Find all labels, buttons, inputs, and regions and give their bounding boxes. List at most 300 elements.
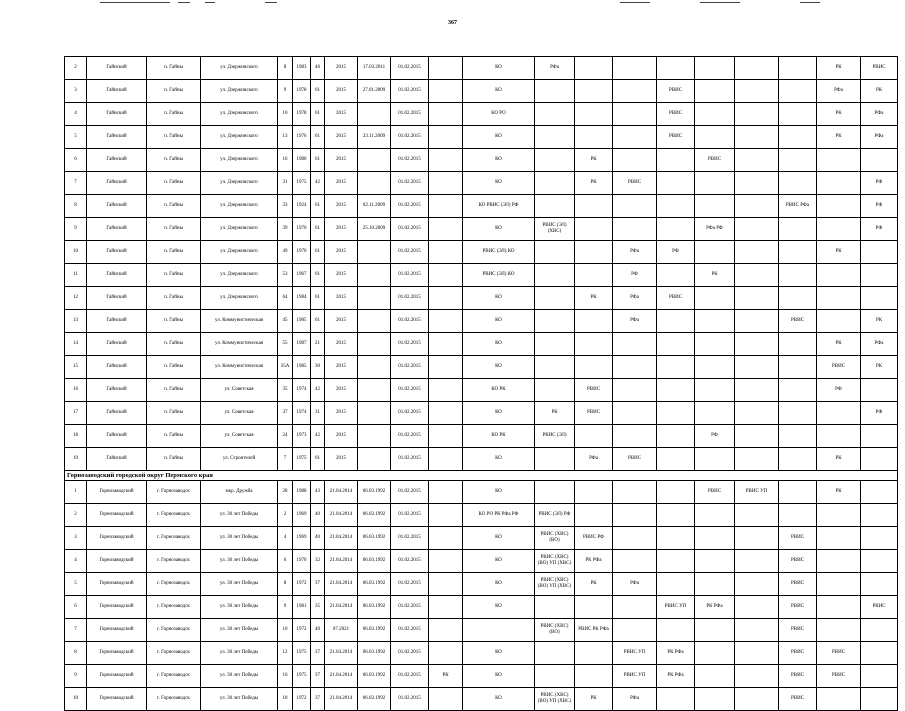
- work-type-cell-c1: [429, 425, 463, 448]
- table-row: [65, 688, 898, 711]
- work-type-cell-c7: [695, 379, 735, 402]
- work-type-cell-c9: [779, 172, 817, 195]
- inclusion-date-cell: 01.02.2015: [391, 642, 429, 665]
- work-type-cell-c10: [817, 402, 861, 425]
- work-type-cell-c8: [735, 688, 779, 711]
- district-cell: Горнозаводский: [87, 688, 147, 711]
- work-type-cell-c2: КО: [463, 333, 535, 356]
- house-number-cell: 28: [278, 481, 293, 504]
- street-cell: ул. 30 лет Победы: [201, 550, 278, 573]
- work-type-cell-c4: РК: [575, 149, 613, 172]
- work-type-cell-c7: [695, 241, 735, 264]
- settlement-cell: г. Горнозаводск: [147, 527, 201, 550]
- plan-date-cell: 2015: [325, 264, 358, 287]
- service-life-cell: 61: [311, 126, 325, 149]
- district-cell: Горнозаводский: [87, 550, 147, 573]
- work-type-cell-c5: РФа: [613, 241, 657, 264]
- inclusion-date-cell: 01.02.2015: [391, 448, 429, 471]
- work-type-cell-c7: [695, 356, 735, 379]
- year-built-cell: 1972: [293, 619, 311, 642]
- work-type-cell-c11: [861, 688, 898, 711]
- work-type-cell-c7: РФ: [695, 425, 735, 448]
- work-type-cell-c4: РВИС РК РФа: [575, 619, 613, 642]
- house-number-cell: 10: [278, 619, 293, 642]
- work-type-cell-c2: РВИС (ЭЛ) КО: [463, 264, 535, 287]
- work-type-cell-c1: [429, 149, 463, 172]
- year-built-cell: 1974: [293, 402, 311, 425]
- privatization-date-cell: [358, 333, 391, 356]
- house-number-cell: 35А: [278, 356, 293, 379]
- district-cell: Горнозаводский: [87, 642, 147, 665]
- work-type-cell-c7: [695, 527, 735, 550]
- work-type-cell-c1: [429, 356, 463, 379]
- house-number-cell: 37: [278, 402, 293, 425]
- work-type-cell-c3: [535, 665, 575, 688]
- work-type-cell-c7: [695, 665, 735, 688]
- work-type-cell-c3: [535, 596, 575, 619]
- work-type-cell-c7: РК РФа: [695, 596, 735, 619]
- work-type-cell-c4: [575, 80, 613, 103]
- work-type-cell-c2: КО: [463, 665, 535, 688]
- house-number-cell: 16: [278, 149, 293, 172]
- work-type-cell-c1: [429, 504, 463, 527]
- service-life-cell: 40: [311, 527, 325, 550]
- settlement-cell: п. Гайны: [147, 126, 201, 149]
- row-number-cell: 14: [65, 333, 87, 356]
- house-number-cell: 18: [278, 688, 293, 711]
- settlement-cell: п. Гайны: [147, 379, 201, 402]
- district-cell: Горнозаводский: [87, 481, 147, 504]
- street-cell: ул. 30 лет Победы: [201, 642, 278, 665]
- work-type-cell-c7: [695, 172, 735, 195]
- plan-date-cell: 21.04.2014: [325, 665, 358, 688]
- settlement-cell: п. Гайны: [147, 172, 201, 195]
- work-type-cell-c8: [735, 665, 779, 688]
- privatization-date-cell: [358, 356, 391, 379]
- district-cell: Гайнский: [87, 172, 147, 195]
- privatization-date-cell: 06.03.1992: [358, 642, 391, 665]
- work-type-cell-c5: РВИС УП: [613, 642, 657, 665]
- plan-date-cell: 2015: [325, 103, 358, 126]
- work-type-cell-c1: [429, 57, 463, 80]
- street-cell: ул. Дзержинского: [201, 149, 278, 172]
- table-row: [65, 402, 898, 425]
- privatization-date-cell: 27.01.2009: [358, 80, 391, 103]
- work-type-cell-c4: РВИС: [575, 402, 613, 425]
- work-type-cell-c8: [735, 310, 779, 333]
- work-type-cell-c8: [735, 573, 779, 596]
- work-type-cell-c10: [817, 550, 861, 573]
- work-type-cell-c4: [575, 310, 613, 333]
- privatization-date-cell: 06.03.1992: [358, 504, 391, 527]
- work-type-cell-c3: [535, 448, 575, 471]
- district-cell: Гайнский: [87, 195, 147, 218]
- district-cell: Гайнский: [87, 241, 147, 264]
- plan-date-cell: 2015: [325, 218, 358, 241]
- work-type-cell-c5: [613, 619, 657, 642]
- year-built-cell: 1988: [293, 481, 311, 504]
- street-cell: ул. Дзержинского: [201, 126, 278, 149]
- settlement-cell: п. Гайны: [147, 195, 201, 218]
- inclusion-date-cell: 01.02.2015: [391, 573, 429, 596]
- privatization-date-cell: 02.11.2009: [358, 195, 391, 218]
- work-type-cell-c3: РВИС (ХВС) (ВО): [535, 527, 575, 550]
- work-type-cell-c1: [429, 103, 463, 126]
- work-type-cell-c8: [735, 172, 779, 195]
- row-number-cell: 9: [65, 218, 87, 241]
- work-type-cell-c6: РК РФа: [657, 665, 695, 688]
- work-type-cell-c2: КО: [463, 172, 535, 195]
- work-type-cell-c8: [735, 241, 779, 264]
- privatization-date-cell: [358, 241, 391, 264]
- work-type-cell-c3: [535, 172, 575, 195]
- house-number-cell: 39: [278, 218, 293, 241]
- plan-date-cell: 07.2021: [325, 619, 358, 642]
- district-cell: Гайнский: [87, 379, 147, 402]
- house-number-cell: 33: [278, 195, 293, 218]
- work-type-cell-c8: [735, 402, 779, 425]
- work-type-cell-c4: [575, 333, 613, 356]
- street-cell: ул. 30 лет Победы: [201, 596, 278, 619]
- year-built-cell: 1975: [293, 172, 311, 195]
- work-type-cell-c2: КО: [463, 448, 535, 471]
- work-type-cell-c10: РФ: [817, 379, 861, 402]
- plan-date-cell: 21.04.2014: [325, 688, 358, 711]
- settlement-cell: г. Горнозаводск: [147, 688, 201, 711]
- row-number-cell: 9: [65, 665, 87, 688]
- district-cell: Гайнский: [87, 80, 147, 103]
- street-cell: ул. Коммунистическая: [201, 310, 278, 333]
- inclusion-date-cell: 01.02.2015: [391, 103, 429, 126]
- inclusion-date-cell: 01.02.2015: [391, 241, 429, 264]
- work-type-cell-c10: РК: [817, 481, 861, 504]
- service-life-cell: 61: [311, 310, 325, 333]
- table-row: [65, 218, 898, 241]
- service-life-cell: 61: [311, 80, 325, 103]
- work-type-cell-c6: РВИС: [657, 103, 695, 126]
- work-type-cell-c8: [735, 264, 779, 287]
- service-life-cell: 37: [311, 688, 325, 711]
- work-type-cell-c10: [817, 149, 861, 172]
- work-type-cell-c5: [613, 550, 657, 573]
- work-type-cell-c10: [817, 688, 861, 711]
- work-type-cell-c9: [779, 333, 817, 356]
- work-type-cell-c5: [613, 149, 657, 172]
- work-type-cell-c1: [429, 481, 463, 504]
- settlement-cell: г. Горнозаводск: [147, 573, 201, 596]
- work-type-cell-c10: [817, 287, 861, 310]
- work-type-cell-c11: [861, 550, 898, 573]
- year-built-cell: 1975: [293, 665, 311, 688]
- work-type-cell-c10: РВИС: [817, 642, 861, 665]
- street-cell: ул. 30 лет Победы: [201, 665, 278, 688]
- settlement-cell: п. Гайны: [147, 287, 201, 310]
- work-type-cell-c6: РВИС УП: [657, 596, 695, 619]
- service-life-cell: 61: [311, 448, 325, 471]
- work-type-cell-c9: [779, 241, 817, 264]
- house-number-cell: 9: [278, 596, 293, 619]
- work-type-cell-c8: [735, 356, 779, 379]
- work-type-cell-c6: [657, 619, 695, 642]
- work-type-cell-c5: [613, 218, 657, 241]
- work-type-cell-c4: РФа: [575, 448, 613, 471]
- work-type-cell-c8: [735, 80, 779, 103]
- work-type-cell-c3: [535, 310, 575, 333]
- row-number-cell: 15: [65, 356, 87, 379]
- work-type-cell-c7: [695, 103, 735, 126]
- plan-date-cell: 2015: [325, 195, 358, 218]
- privatization-date-cell: 06.03.1992: [358, 527, 391, 550]
- work-type-cell-c9: [779, 356, 817, 379]
- work-type-cell-c6: [657, 333, 695, 356]
- work-type-cell-c3: РВИС (ХВС) (ВО) УП (ХВС): [535, 550, 575, 573]
- year-built-cell: 1976: [293, 126, 311, 149]
- work-type-cell-c3: [535, 264, 575, 287]
- year-built-cell: 1924: [293, 195, 311, 218]
- service-life-cell: 61: [311, 103, 325, 126]
- street-cell: ул. Советская: [201, 402, 278, 425]
- work-type-cell-c7: [695, 619, 735, 642]
- street-cell: ул. 30 лет Победы: [201, 504, 278, 527]
- row-number-cell: 2: [65, 57, 87, 80]
- table-row: [65, 333, 898, 356]
- work-type-cell-c9: [779, 379, 817, 402]
- work-type-cell-c6: [657, 448, 695, 471]
- inclusion-date-cell: 01.02.2015: [391, 504, 429, 527]
- work-type-cell-c8: [735, 103, 779, 126]
- street-cell: ул. 30 лет Победы: [201, 527, 278, 550]
- service-life-cell: 42: [311, 172, 325, 195]
- work-type-cell-c2: КО РО РК РФа РФ: [463, 504, 535, 527]
- work-type-cell-c11: РК: [861, 80, 898, 103]
- work-type-cell-c11: [861, 287, 898, 310]
- plan-date-cell: 21.04.2014: [325, 596, 358, 619]
- settlement-cell: п. Гайны: [147, 80, 201, 103]
- street-cell: ул. Дзержинского: [201, 264, 278, 287]
- work-type-cell-c11: [861, 264, 898, 287]
- table-row: [65, 103, 898, 126]
- row-number-cell: 16: [65, 379, 87, 402]
- inclusion-date-cell: 01.02.2015: [391, 619, 429, 642]
- work-type-cell-c7: [695, 126, 735, 149]
- work-type-cell-c5: [613, 425, 657, 448]
- row-number-cell: 11: [65, 264, 87, 287]
- work-type-cell-c7: [695, 550, 735, 573]
- work-type-cell-c6: [657, 149, 695, 172]
- street-cell: ул. Дзержинского: [201, 218, 278, 241]
- work-type-cell-c10: [817, 619, 861, 642]
- inclusion-date-cell: 01.02.2015: [391, 688, 429, 711]
- district-cell: Гайнский: [87, 333, 147, 356]
- work-type-cell-c5: [613, 57, 657, 80]
- work-type-cell-c6: [657, 527, 695, 550]
- work-type-cell-c4: [575, 57, 613, 80]
- work-type-cell-c5: РФа: [613, 688, 657, 711]
- work-type-cell-c11: РВИС: [861, 57, 898, 80]
- work-type-cell-c3: РВИС (ЭЛ): [535, 425, 575, 448]
- row-number-cell: 7: [65, 619, 87, 642]
- house-number-cell: 8: [278, 57, 293, 80]
- work-type-cell-c6: [657, 504, 695, 527]
- work-type-cell-c5: РВИС УП: [613, 665, 657, 688]
- work-type-cell-c6: РВИС: [657, 287, 695, 310]
- house-number-cell: 55: [278, 333, 293, 356]
- work-type-cell-c7: РВИС: [695, 149, 735, 172]
- row-number-cell: 4: [65, 550, 87, 573]
- work-type-cell-c10: [817, 195, 861, 218]
- plan-date-cell: 21.04.2014: [325, 642, 358, 665]
- work-type-cell-c8: [735, 642, 779, 665]
- inclusion-date-cell: 01.02.2015: [391, 481, 429, 504]
- work-type-cell-c1: [429, 402, 463, 425]
- district-cell: Горнозаводский: [87, 527, 147, 550]
- settlement-cell: г. Горнозаводск: [147, 481, 201, 504]
- year-built-cell: 1972: [293, 688, 311, 711]
- work-type-cell-c2: КО РК: [463, 379, 535, 402]
- work-type-cell-c4: РК: [575, 688, 613, 711]
- work-type-cell-c1: [429, 287, 463, 310]
- table-row: [65, 527, 898, 550]
- service-life-cell: 21: [311, 333, 325, 356]
- work-type-cell-c5: [613, 333, 657, 356]
- house-number-cell: 9: [278, 80, 293, 103]
- work-type-cell-c4: [575, 103, 613, 126]
- work-type-cell-c1: [429, 310, 463, 333]
- work-type-cell-c10: РК: [817, 448, 861, 471]
- work-type-cell-c5: [613, 356, 657, 379]
- work-type-cell-c2: КО: [463, 149, 535, 172]
- house-number-cell: 10: [278, 103, 293, 126]
- year-built-cell: 1981: [293, 596, 311, 619]
- year-built-cell: 1970: [293, 550, 311, 573]
- service-life-cell: 35: [311, 596, 325, 619]
- house-number-cell: 4: [278, 527, 293, 550]
- settlement-cell: п. Гайны: [147, 149, 201, 172]
- work-type-cell-c3: [535, 195, 575, 218]
- row-number-cell: 19: [65, 448, 87, 471]
- work-type-cell-c5: [613, 379, 657, 402]
- work-type-cell-c4: [575, 425, 613, 448]
- work-type-cell-c3: [535, 379, 575, 402]
- district-cell: Гайнский: [87, 149, 147, 172]
- street-cell: ул. Дзержинского: [201, 57, 278, 80]
- work-type-cell-c9: [779, 402, 817, 425]
- work-type-cell-c5: РВИС: [613, 172, 657, 195]
- row-number-cell: 3: [65, 527, 87, 550]
- work-type-cell-c4: [575, 356, 613, 379]
- work-type-cell-c11: РК: [861, 310, 898, 333]
- work-type-cell-c2: КО: [463, 356, 535, 379]
- work-type-cell-c11: [861, 504, 898, 527]
- work-type-cell-c9: РВИС: [779, 596, 817, 619]
- work-type-cell-c9: [779, 448, 817, 471]
- plan-date-cell: 21.04.2014: [325, 527, 358, 550]
- work-type-cell-c4: [575, 218, 613, 241]
- work-type-cell-c10: РВИС: [817, 665, 861, 688]
- work-type-cell-c4: [575, 241, 613, 264]
- district-cell: Гайнский: [87, 356, 147, 379]
- work-type-cell-c5: [613, 126, 657, 149]
- work-type-cell-c9: РВИС: [779, 688, 817, 711]
- plan-date-cell: 2015: [325, 241, 358, 264]
- plan-date-cell: 2015: [325, 149, 358, 172]
- work-type-cell-c4: РВИС РФ: [575, 527, 613, 550]
- plan-date-cell: 2015: [325, 287, 358, 310]
- service-life-cell: 42: [311, 379, 325, 402]
- settlement-cell: п. Гайны: [147, 57, 201, 80]
- work-type-cell-c1: [429, 80, 463, 103]
- street-cell: ул. Дзержинского: [201, 172, 278, 195]
- work-type-cell-c6: [657, 264, 695, 287]
- work-type-cell-c9: РВИС: [779, 665, 817, 688]
- inclusion-date-cell: 01.02.2015: [391, 264, 429, 287]
- house-number-cell: 6: [278, 550, 293, 573]
- work-type-cell-c10: РК: [817, 333, 861, 356]
- work-type-cell-c6: [657, 356, 695, 379]
- work-type-cell-c3: РК: [535, 402, 575, 425]
- work-type-cell-c1: [429, 333, 463, 356]
- work-type-cell-c6: [657, 573, 695, 596]
- work-type-cell-c10: РК: [817, 241, 861, 264]
- work-type-cell-c8: [735, 619, 779, 642]
- work-type-cell-c8: [735, 550, 779, 573]
- work-type-cell-c6: [657, 195, 695, 218]
- work-type-cell-c9: [779, 481, 817, 504]
- year-built-cell: 1983: [293, 57, 311, 80]
- table-row: [65, 241, 898, 264]
- work-type-cell-c5: [613, 402, 657, 425]
- work-type-cell-c9: [779, 57, 817, 80]
- work-type-cell-c8: [735, 126, 779, 149]
- service-life-cell: 31: [311, 402, 325, 425]
- work-type-cell-c11: РВИС: [861, 596, 898, 619]
- row-number-cell: 5: [65, 573, 87, 596]
- table-row: [65, 195, 898, 218]
- settlement-cell: п. Гайны: [147, 402, 201, 425]
- settlement-cell: г. Горнозаводск: [147, 504, 201, 527]
- plan-date-cell: 21.04.2014: [325, 550, 358, 573]
- work-type-cell-c9: [779, 287, 817, 310]
- work-type-cell-c10: РВИС: [817, 356, 861, 379]
- inclusion-date-cell: 01.02.2015: [391, 218, 429, 241]
- table-row: [65, 172, 898, 195]
- privatization-date-cell: 06.03.1992: [358, 596, 391, 619]
- settlement-cell: п. Гайны: [147, 356, 201, 379]
- work-type-cell-c4: [575, 596, 613, 619]
- settlement-cell: п. Гайны: [147, 333, 201, 356]
- work-type-cell-c7: [695, 448, 735, 471]
- settlement-cell: п. Гайны: [147, 425, 201, 448]
- work-type-cell-c2: КО РК: [463, 425, 535, 448]
- work-type-cell-c3: [535, 126, 575, 149]
- work-type-cell-c1: [429, 596, 463, 619]
- street-cell: ул. Советская: [201, 379, 278, 402]
- work-type-cell-c11: РФа: [861, 333, 898, 356]
- work-type-cell-c4: [575, 126, 613, 149]
- house-number-cell: 35: [278, 379, 293, 402]
- work-type-cell-c11: РФа: [861, 126, 898, 149]
- work-type-cell-c5: РФа: [613, 287, 657, 310]
- privatization-date-cell: [358, 103, 391, 126]
- work-type-cell-c9: РВИС: [779, 642, 817, 665]
- privatization-date-cell: 06.03.1992: [358, 619, 391, 642]
- privatization-date-cell: 06.03.1992: [358, 665, 391, 688]
- work-type-cell-c8: [735, 527, 779, 550]
- work-type-cell-c2: КО РВИС (ЭЛ) РФ: [463, 195, 535, 218]
- year-built-cell: 1969: [293, 527, 311, 550]
- row-number-cell: 5: [65, 126, 87, 149]
- work-type-cell-c11: РФ: [861, 172, 898, 195]
